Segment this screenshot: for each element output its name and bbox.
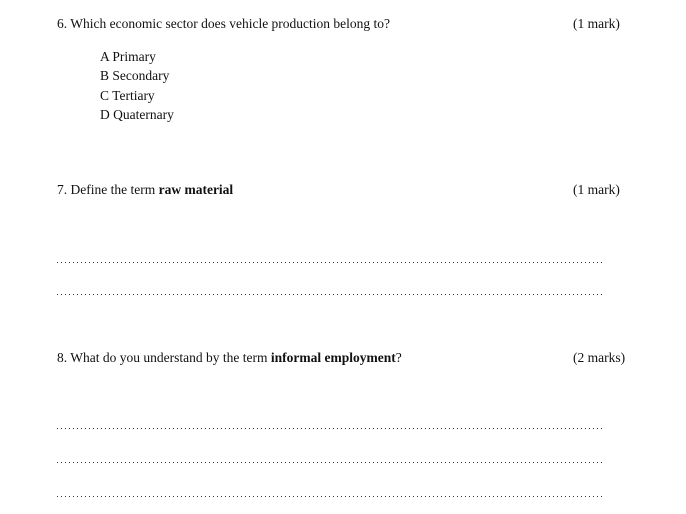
bold-term: raw material — [158, 182, 234, 197]
question-8 — [57, 350, 402, 366]
question-number: 8. — [57, 350, 68, 365]
option-label: Primary — [112, 49, 156, 64]
question-6 — [57, 16, 390, 32]
option-label: Quaternary — [113, 107, 174, 122]
option-letter: C — [100, 88, 110, 103]
option-label: Tertiary — [112, 88, 155, 103]
question-7 — [57, 182, 233, 198]
answer-line[interactable] — [57, 428, 604, 429]
option-letter: A — [100, 49, 110, 64]
option-d — [100, 107, 174, 123]
answer-line[interactable] — [57, 262, 604, 263]
option-b — [100, 68, 169, 84]
bold-term: informal employment — [270, 350, 396, 365]
question-8-marks: (2 marks) — [573, 350, 626, 365]
answer-line[interactable] — [57, 496, 604, 497]
question-text-end: ? — [395, 350, 402, 365]
option-letter: B — [100, 68, 110, 83]
question-text: Which economic sector does vehicle production belong to? — [70, 16, 391, 31]
answer-line[interactable] — [57, 462, 604, 463]
answer-line[interactable] — [57, 294, 604, 295]
option-label: Secondary — [112, 68, 170, 83]
option-letter: D — [100, 107, 110, 122]
question-7-marks: (1 mark) — [573, 182, 620, 197]
option-a — [100, 49, 156, 65]
option-c — [100, 88, 155, 104]
question-number: 6. — [57, 16, 68, 31]
question-6-marks: (1 mark) — [573, 16, 620, 31]
question-text: What do you understand by the term — [70, 350, 271, 365]
question-number: 7. — [57, 182, 68, 197]
question-text: Define the term — [70, 182, 159, 197]
